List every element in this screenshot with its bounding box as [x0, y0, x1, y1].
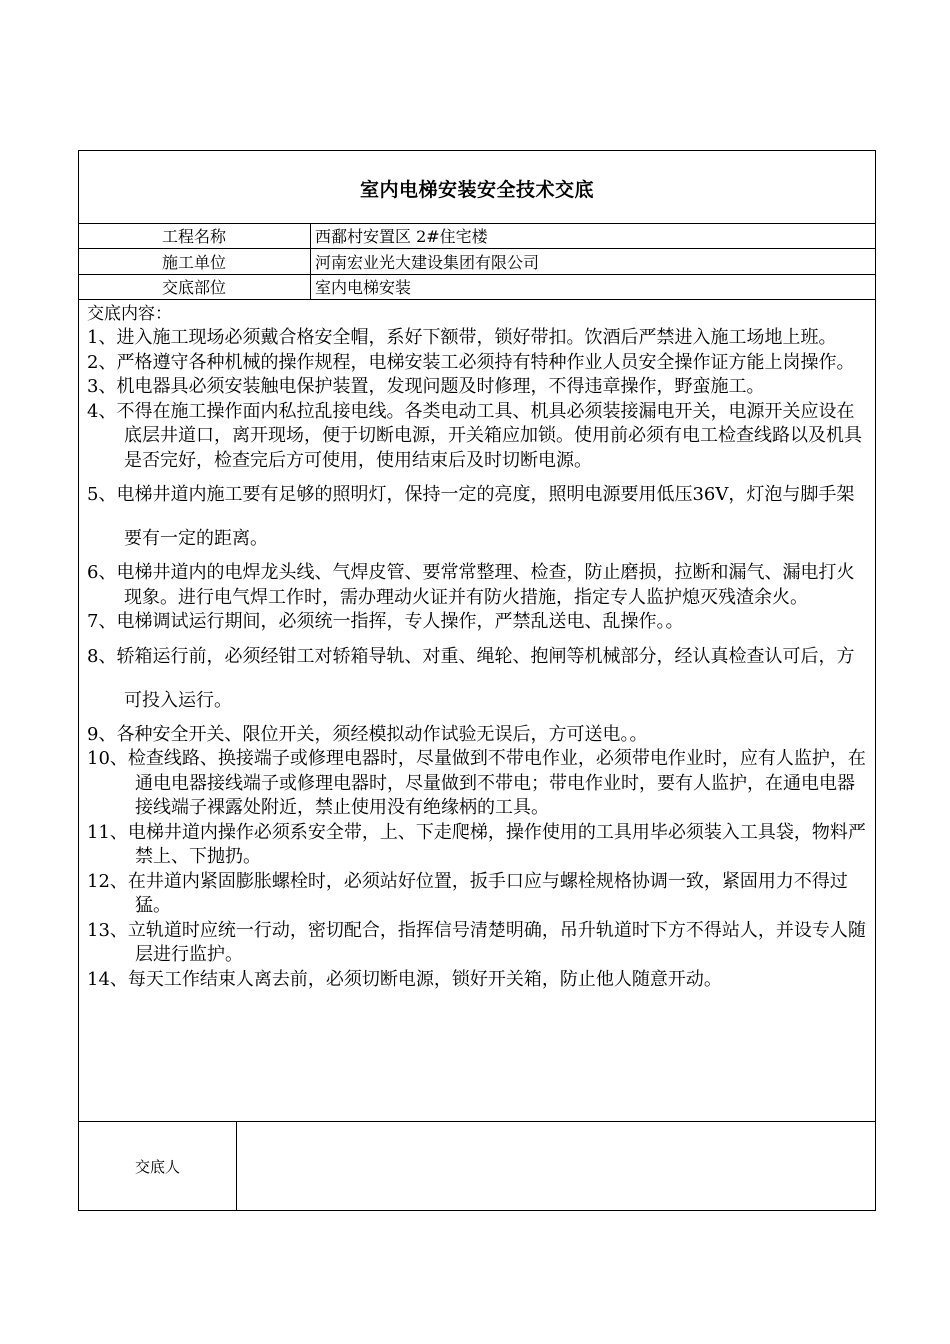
content-heading: 交底内容：	[87, 304, 172, 324]
info-value: 室内电梯安装	[310, 274, 875, 299]
list-item: 11、电梯井道内操作必须系安全带，上、下走爬梯，操作使用的工具用毕必须装入工具袋，物料严禁上、下抛扔。	[87, 821, 866, 867]
disclosure-content	[79, 300, 875, 1122]
page-title: 室内电梯安装安全技术交底	[359, 178, 594, 201]
title-row	[79, 151, 875, 224]
list-item: 8、轿箱运行前，必须经钳工对轿箱导轨、对重、绳轮、抱闸等机械部分，经认真检查认可后，方可投入运行。	[87, 645, 855, 711]
list-item: 2、严格遵守各种机械的操作规程，电梯安装工必须持有特种作业人员安全操作证方能上岗操作。	[87, 351, 855, 373]
info-value: 河南宏业光大建设集团有限公司	[310, 249, 875, 274]
list-item: 10、检查线路、换接端子或修理电器时，尽量做到不带电作业，必须带电作业时，应有人监护，在通电电器接线端子或修理电器时，尽量做到不带电；带电作业时，要有人监护，在通电电器接线端子裸露处附近，禁止使用没有绝缘柄的工具。	[87, 748, 866, 818]
disclosure-form	[78, 150, 876, 1211]
list-item: 3、机电器具必须安装触电保护装置，发现问题及时修理，不得违章操作，野蛮施工。	[87, 376, 765, 397]
list-item: 5、电梯井道内施工要有足够的照明灯，保持一定的亮度，照明电源要用低压36V，灯泡与脚手架要有一定的距离。	[87, 484, 855, 549]
list-item: 6、电梯井道内的电焊龙头线、气焊皮管、要常常整理、检查，防止磨损，拉断和漏气、漏电打火现象。进行电气焊工作时，需办理动火证并有防火措施，指定专人监护熄灭残渣余火。	[87, 562, 855, 608]
signature-field	[236, 1122, 875, 1210]
list-item: 12、在井道内紧固膨胀螺栓时，必须站好位置，扳手口应与螺栓规格协调一致，紧固用力不得过猛。	[87, 870, 848, 916]
info-row-location	[79, 274, 875, 300]
list-item: 9、各种安全开关、限位开关，须经模拟动作试验无误后，方可送电。。	[87, 723, 648, 745]
signature-label: 交底人	[134, 1157, 180, 1176]
list-item: 13、立轨道时应统一行动，密切配合，指挥信号清楚明确，吊升轨道时下方不得站人，并设专人随层进行监护。	[87, 919, 866, 965]
info-label: 工程名称	[161, 227, 226, 246]
signature-row	[79, 1122, 875, 1210]
info-label: 交底部位	[161, 278, 226, 297]
list-item: 7、电梯调试运行期间，必须统一指挥，专人操作，严禁乱送电、乱操作。。	[87, 611, 684, 632]
info-row-project	[79, 223, 875, 249]
list-item: 1、进入施工现场必须戴合格安全帽，系好下额带，锁好带扣。饮酒后严禁进入施工场地上班。	[87, 327, 837, 348]
list-item: 14、每天工作结束人离去前，必须切断电源，锁好开关箱，防止他人随意开动。	[87, 968, 722, 990]
info-value: 西鄱村安置区 2#住宅楼	[310, 223, 875, 248]
info-row-contractor	[79, 249, 875, 275]
info-label: 施工单位	[161, 253, 226, 272]
list-item: 4、不得在施工操作面内私拉乱接电线。各类电动工具、机具必须装接漏电开关，电源开关应设在底层井道口，离开现场，便于切断电源，开关箱应加锁。使用前必须有电工检查线路以及机具是否完好，检查完后方可使用，使用结束后及时切断电源。	[87, 400, 862, 471]
